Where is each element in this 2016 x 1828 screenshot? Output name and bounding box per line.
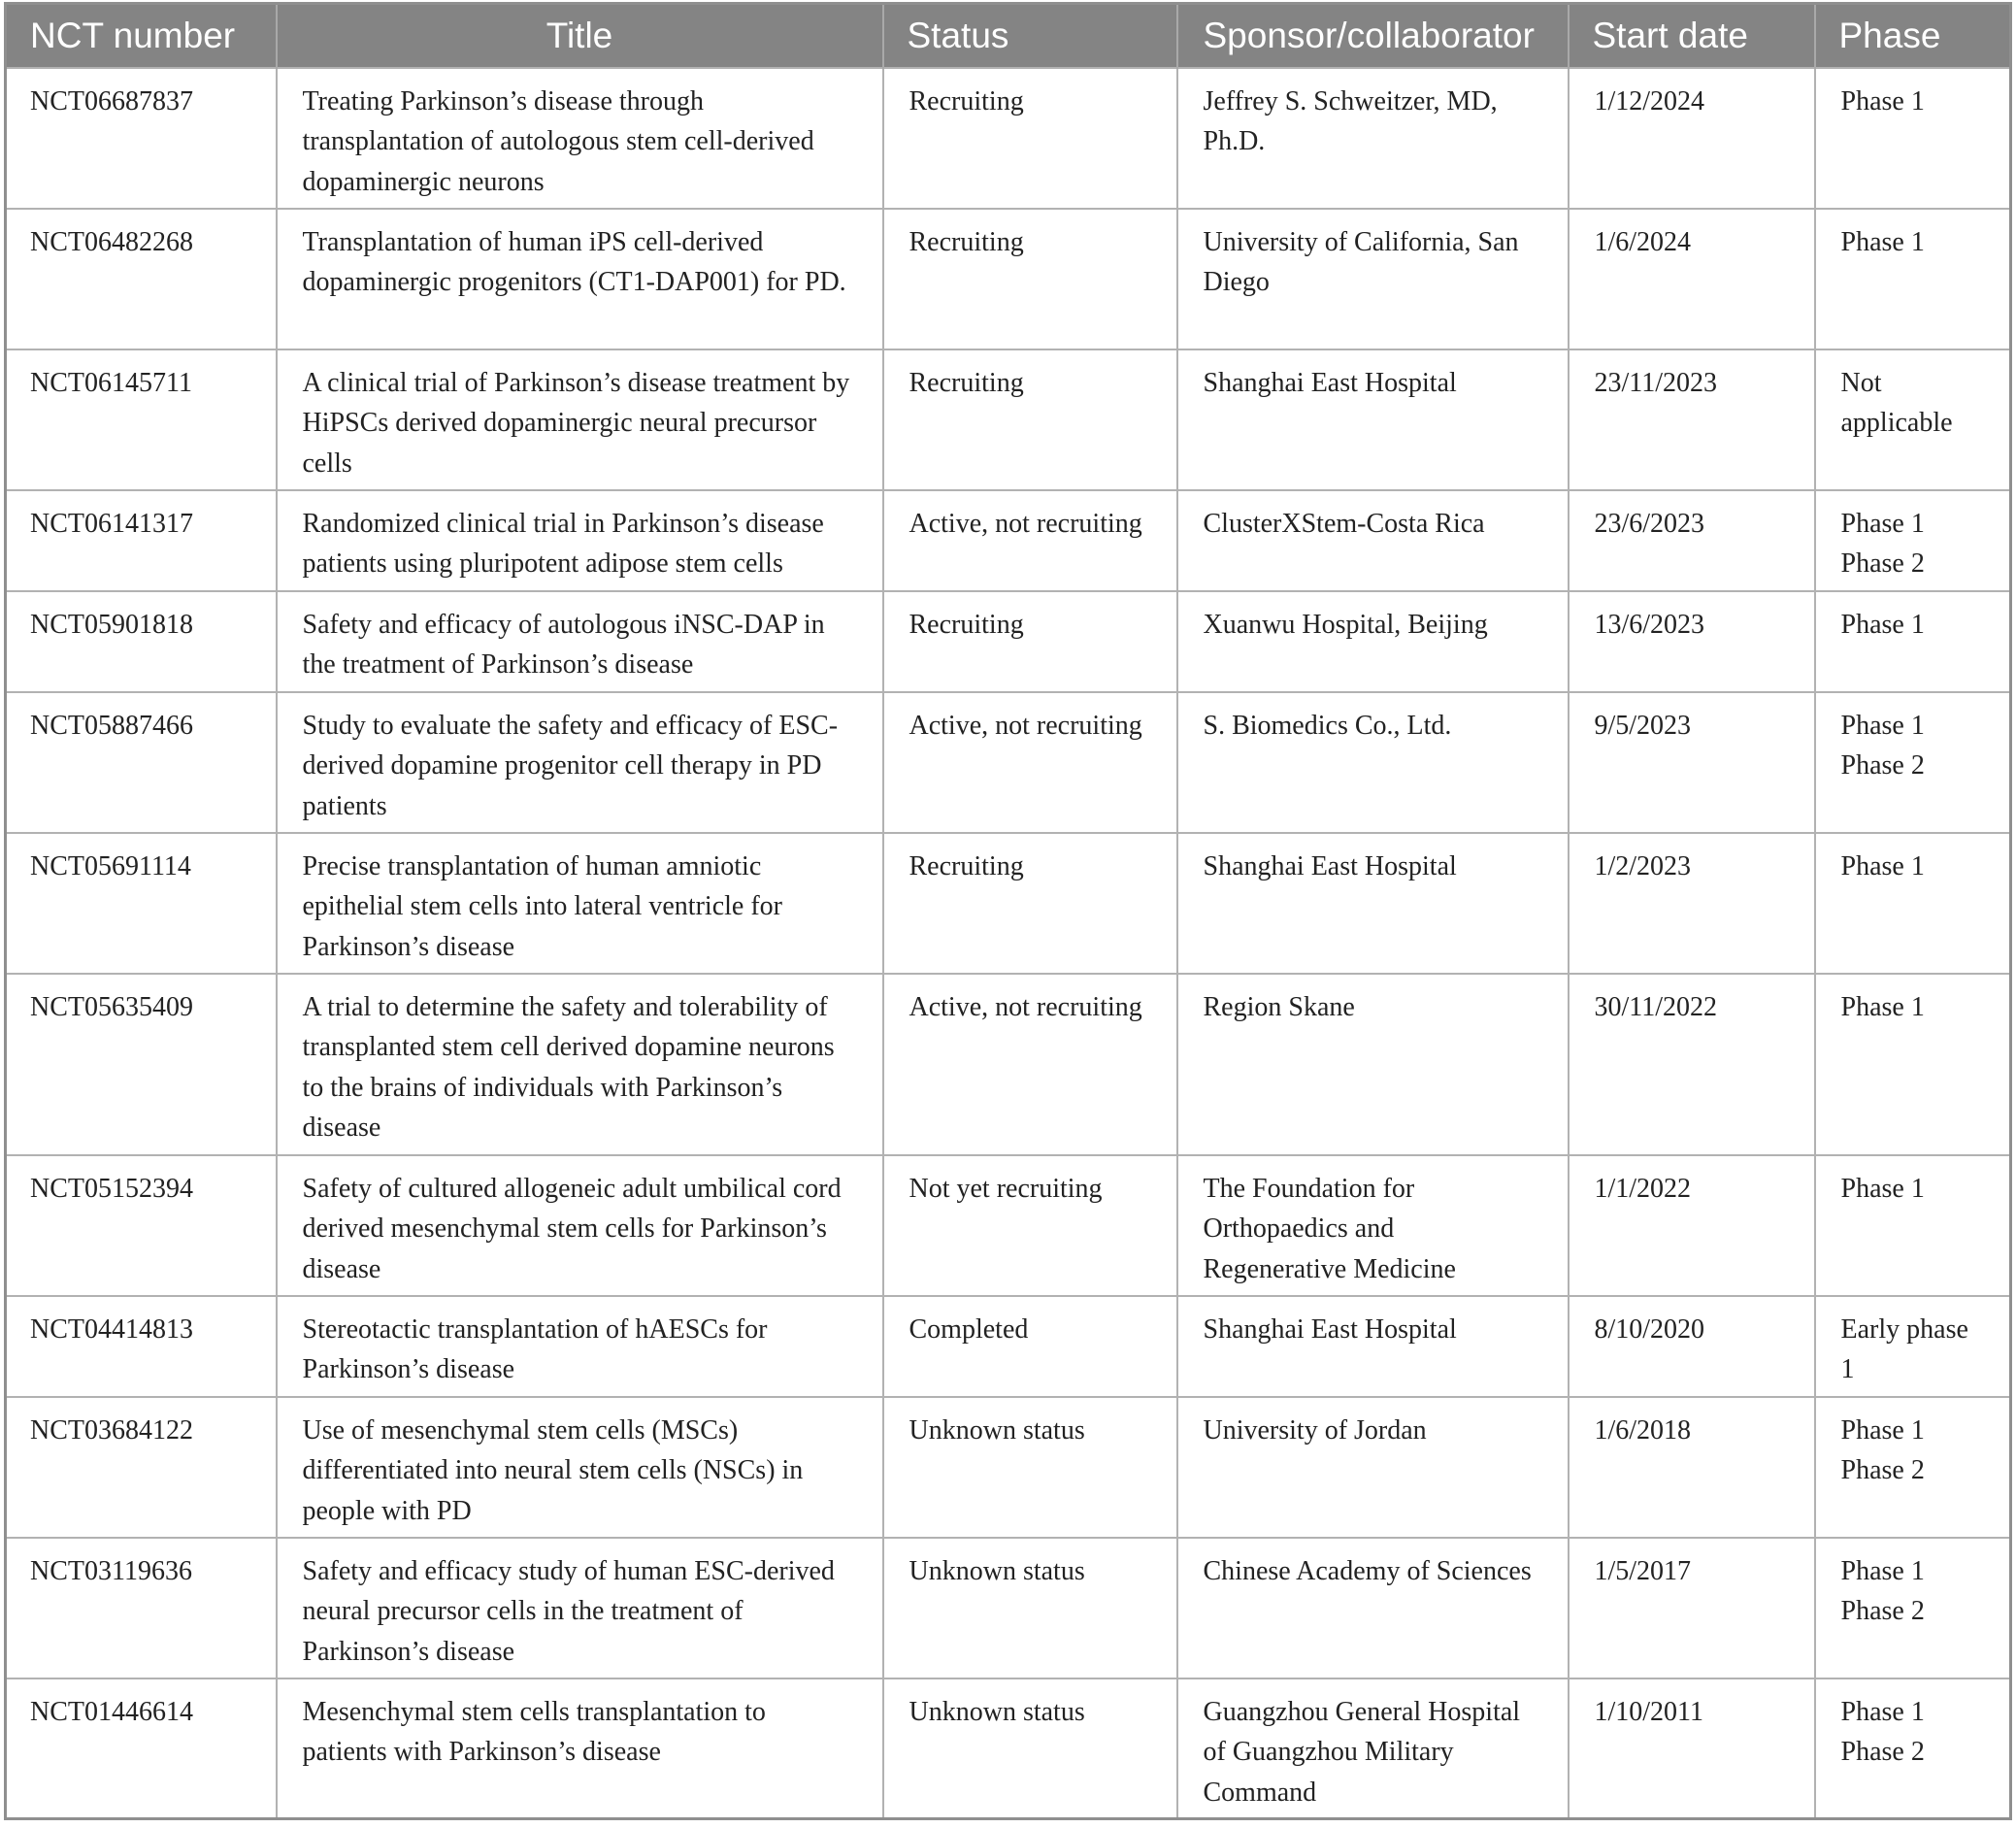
table-row: [6, 1397, 2011, 1538]
cell-nct-number: NCT06687837: [6, 68, 277, 209]
cell-nct-number: NCT06482268: [6, 209, 277, 349]
cell-phase: [1815, 1538, 2011, 1678]
cell-title: A trial to determine the safety and tolerability of transplanted stem cell derived dopamine neurons to the brains of individuals with Parkinson’s disease: [277, 974, 883, 1155]
cell-nct-number: NCT05901818: [6, 591, 277, 692]
cell-sponsor: Jeffrey S. Schweitzer, MD, Ph.D.: [1177, 68, 1569, 209]
cell-status: Active, not recruiting: [883, 974, 1177, 1155]
cell-title: Safety of cultured allogeneic adult umbilical cord derived mesenchymal stem cells for Parkinson’s disease: [277, 1155, 883, 1296]
cell-phase: [1815, 974, 2011, 1155]
header-sponsor: Sponsor/collaborator: [1177, 4, 1569, 68]
header-title: Title: [277, 4, 883, 68]
header-start-date: Start date: [1569, 4, 1815, 68]
cell-title: Use of mesenchymal stem cells (MSCs) differentiated into neural stem cells (NSCs) in people with PD: [277, 1397, 883, 1538]
phase-label: Phase 2: [1840, 750, 1925, 781]
cell-nct-number: NCT05152394: [6, 1155, 277, 1296]
table-row: [6, 974, 2011, 1155]
cell-title: Mesenchymal stem cells transplantation to patients with Parkinson’s disease: [277, 1678, 883, 1819]
cell-start-date: 1/1/2022: [1569, 1155, 1815, 1296]
cell-nct-number: NCT03119636: [6, 1538, 277, 1678]
cell-start-date: 30/11/2022: [1569, 974, 1815, 1155]
cell-start-date: 9/5/2023: [1569, 692, 1815, 833]
cell-phase: [1815, 209, 2011, 349]
table-row: [6, 1155, 2011, 1296]
phase-label: Phase 1: [1840, 226, 1925, 257]
cell-title: Study to evaluate the safety and efficacy of ESC-derived dopamine progenitor cell therapy in PD patients: [277, 692, 883, 833]
cell-start-date: 1/12/2024: [1569, 68, 1815, 209]
cell-status: Recruiting: [883, 833, 1177, 974]
cell-sponsor: S. Biomedics Co., Ltd.: [1177, 692, 1569, 833]
cell-sponsor: ClusterXStem-Costa Rica: [1177, 490, 1569, 591]
header-status: Status: [883, 4, 1177, 68]
cell-sponsor: Shanghai East Hospital: [1177, 1296, 1569, 1397]
cell-title: Precise transplantation of human amniotic epithelial stem cells into lateral ventricle for Parkinson’s disease: [277, 833, 883, 974]
cell-sponsor: Shanghai East Hospital: [1177, 833, 1569, 974]
cell-sponsor: University of Jordan: [1177, 1397, 1569, 1538]
phase-label: Phase 1: [1840, 1414, 1925, 1446]
table-row: [6, 833, 2011, 974]
cell-sponsor: Region Skane: [1177, 974, 1569, 1155]
phase-label: Phase 1: [1840, 850, 1925, 881]
cell-start-date: 1/10/2011: [1569, 1678, 1815, 1819]
table-row: [6, 490, 2011, 591]
cell-nct-number: NCT04414813: [6, 1296, 277, 1397]
cell-phase: [1815, 349, 2011, 490]
cell-nct-number: NCT05635409: [6, 974, 277, 1155]
phase-label: Phase 1: [1840, 1696, 1925, 1727]
cell-nct-number: NCT05691114: [6, 833, 277, 974]
table-row: [6, 1296, 2011, 1397]
phase-label: Phase 2: [1840, 1737, 1925, 1767]
table-header: [6, 4, 2011, 68]
cell-phase: [1815, 1397, 2011, 1538]
cell-status: Active, not recruiting: [883, 490, 1177, 591]
table-row: [6, 591, 2011, 692]
table-row: [6, 68, 2011, 209]
table-row: [6, 349, 2011, 490]
cell-sponsor: Chinese Academy of Sciences: [1177, 1538, 1569, 1678]
cell-status: Recruiting: [883, 349, 1177, 490]
cell-start-date: 23/6/2023: [1569, 490, 1815, 591]
cell-start-date: 1/6/2018: [1569, 1397, 1815, 1538]
cell-title: Treating Parkinson’s disease through transplantation of autologous stem cell-derived dopaminergic neurons: [277, 68, 883, 209]
cell-phase: [1815, 692, 2011, 833]
phase-label: Phase 2: [1840, 1455, 1925, 1485]
cell-start-date: 23/11/2023: [1569, 349, 1815, 490]
cell-sponsor: Shanghai East Hospital: [1177, 349, 1569, 490]
cell-nct-number: NCT06145711: [6, 349, 277, 490]
table-row: [6, 692, 2011, 833]
cell-sponsor: The Foundation for Orthopaedics and Regenerative Medicine: [1177, 1155, 1569, 1296]
cell-sponsor: Guangzhou General Hospital of Guangzhou Military Command: [1177, 1678, 1569, 1819]
cell-sponsor: Xuanwu Hospital, Beijing: [1177, 591, 1569, 692]
header-nct-number: NCT number: [6, 4, 277, 68]
cell-sponsor: University of California, San Diego: [1177, 209, 1569, 349]
cell-status: Recruiting: [883, 68, 1177, 209]
cell-status: Unknown status: [883, 1538, 1177, 1678]
cell-start-date: 13/6/2023: [1569, 591, 1815, 692]
cell-nct-number: NCT03684122: [6, 1397, 277, 1538]
cell-status: Recruiting: [883, 209, 1177, 349]
phase-label: Phase 1: [1840, 1173, 1925, 1204]
cell-start-date: 1/5/2017: [1569, 1538, 1815, 1678]
cell-status: Active, not recruiting: [883, 692, 1177, 833]
cell-nct-number: NCT06141317: [6, 490, 277, 591]
cell-phase: [1815, 591, 2011, 692]
cell-status: Completed: [883, 1296, 1177, 1397]
phase-label: Not applicable: [1840, 367, 1953, 438]
cell-start-date: 8/10/2020: [1569, 1296, 1815, 1397]
cell-nct-number: NCT05887466: [6, 692, 277, 833]
table-row: [6, 209, 2011, 349]
phase-label: Phase 1: [1840, 85, 1925, 116]
cell-title: Randomized clinical trial in Parkinson’s disease patients using pluripotent adipose stem cells: [277, 490, 883, 591]
clinical-trials-table: [4, 2, 2012, 1820]
cell-start-date: 1/2/2023: [1569, 833, 1815, 974]
cell-phase: [1815, 490, 2011, 591]
cell-nct-number: NCT01446614: [6, 1678, 277, 1819]
cell-status: Not yet recruiting: [883, 1155, 1177, 1296]
phase-label: Early phase 1: [1840, 1313, 1968, 1384]
phase-label: Phase 2: [1840, 548, 1925, 579]
cell-status: Unknown status: [883, 1397, 1177, 1538]
table-row: [6, 1538, 2011, 1678]
header-row: [6, 4, 2011, 68]
cell-title: A clinical trial of Parkinson’s disease treatment by HiPSCs derived dopaminergic neural precursor cells: [277, 349, 883, 490]
phase-label: Phase 1: [1840, 508, 1925, 539]
cell-phase: [1815, 68, 2011, 209]
cell-title: Safety and efficacy of autologous iNSC-DAP in the treatment of Parkinson’s disease: [277, 591, 883, 692]
cell-phase: [1815, 1155, 2011, 1296]
cell-phase: [1815, 1296, 2011, 1397]
phase-label: Phase 2: [1840, 1596, 1925, 1626]
cell-start-date: 1/6/2024: [1569, 209, 1815, 349]
cell-title: Safety and efficacy study of human ESC-derived neural precursor cells in the treatment of Parkinson’s disease: [277, 1538, 883, 1678]
cell-title: Transplantation of human iPS cell-derived dopaminergic progenitors (CT1-DAP001) for PD.: [277, 209, 883, 349]
cell-phase: [1815, 833, 2011, 974]
phase-label: Phase 1: [1840, 609, 1925, 640]
table-body: [6, 68, 2011, 1819]
phase-label: Phase 1: [1840, 710, 1925, 741]
header-phase: Phase: [1815, 4, 2011, 68]
cell-status: Recruiting: [883, 591, 1177, 692]
cell-status: Unknown status: [883, 1678, 1177, 1819]
cell-title: Stereotactic transplantation of hAESCs for Parkinson’s disease: [277, 1296, 883, 1397]
phase-label: Phase 1: [1840, 991, 1925, 1022]
table-row: [6, 1678, 2011, 1819]
phase-label: Phase 1: [1840, 1555, 1925, 1586]
cell-phase: [1815, 1678, 2011, 1819]
